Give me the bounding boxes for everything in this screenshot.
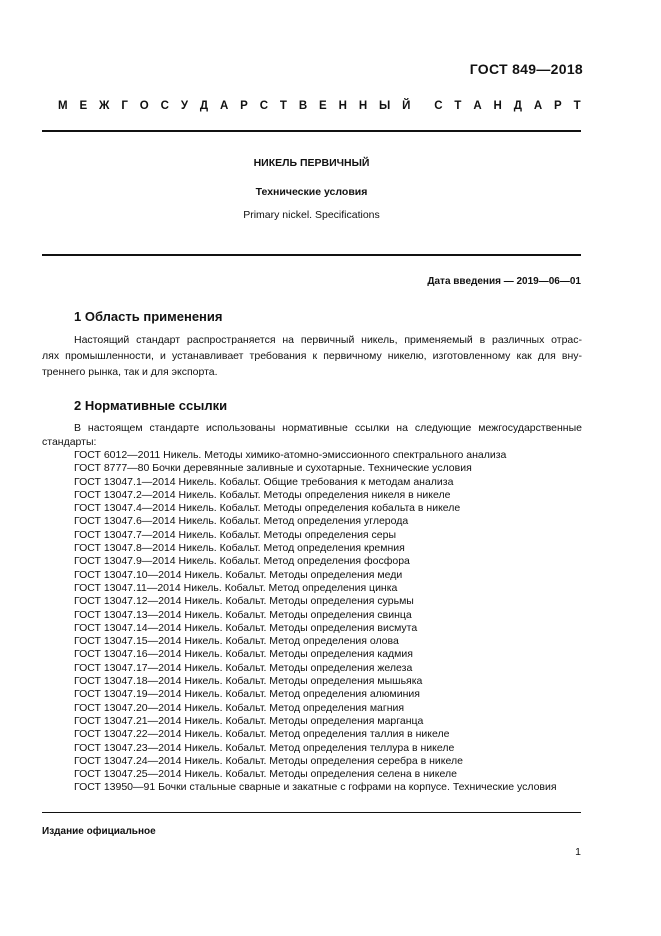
reference-item: ГОСТ 13047.16—2014 Никель. Кобальт. Методы определения кадмия [74, 648, 413, 661]
document-english-title: Primary nickel. Specifications [243, 209, 380, 221]
reference-item: ГОСТ 13047.2—2014 Никель. Кобальт. Методы определения никеля в никеле [74, 488, 451, 501]
banner-letter: Т [279, 100, 287, 112]
banner-letter: Р [554, 100, 562, 112]
reference-item: ГОСТ 13047.15—2014 Никель. Кобальт. Метод определения олова [74, 635, 399, 648]
banner-letter: Н [338, 100, 347, 112]
banner-letter: Н [493, 100, 502, 112]
reference-item: ГОСТ 13047.12—2014 Никель. Кобальт. Методы определения сурьмы [74, 595, 414, 608]
reference-item: ГОСТ 13047.14—2014 Никель. Кобальт. Методы определения висмута [74, 621, 418, 634]
introduction-date: Дата введения — 2019—06—01 [427, 276, 581, 287]
reference-item: ГОСТ 13047.7—2014 Никель. Кобальт. Методы определения серы [74, 528, 397, 541]
banner-letter: С [434, 100, 443, 112]
banner-letter: А [473, 100, 482, 112]
footer-rule [42, 812, 581, 813]
paragraph-line: треннего рынка, так и для экспорта. [42, 366, 218, 378]
reference-item: ГОСТ 13047.13—2014 Никель. Кобальт. Методы определения свинца [74, 608, 412, 621]
title-bottom-rule [42, 254, 581, 256]
banner-letter: С [259, 100, 269, 112]
paragraph-line: В настоящем стандарте использованы нормативные ссылки на следующие межгосударственные [74, 422, 582, 434]
banner-letter: В [298, 100, 308, 112]
reference-item: ГОСТ 13047.10—2014 Никель. Кобальт. Методы определения меди [74, 568, 403, 581]
reference-list [74, 449, 557, 795]
reference-item: ГОСТ 13950—91 Бочки стальные сварные и закатные с гофрами на корпусе. Технические условия [74, 781, 557, 794]
reference-item: ГОСТ 13047.11—2014 Никель. Кобальт. Метод определения цинка [74, 581, 398, 594]
banner-letter: Т [573, 100, 581, 112]
banner-letter: Е [79, 100, 88, 112]
banner-letter: А [533, 100, 543, 112]
banner-letter: Й [402, 100, 411, 112]
reference-item: ГОСТ 13047.18—2014 Никель. Кобальт. Методы определения мышьяка [74, 675, 423, 688]
page-number: 1 [575, 846, 581, 858]
standard-banner [58, 100, 581, 112]
document-subtitle: Технические условия [255, 186, 368, 198]
section-1-heading: 1 Область применения [74, 309, 223, 324]
reference-item: ГОСТ 13047.21—2014 Никель. Кобальт. Методы определения марганца [74, 714, 424, 727]
banner-letter: Д [513, 100, 522, 112]
banner-letter: Д [199, 100, 209, 112]
banner-letter: У [180, 100, 188, 112]
paragraph-line: стандарты: [42, 436, 97, 448]
banner-letter: А [219, 100, 229, 112]
reference-item: ГОСТ 8777—80 Бочки деревянные заливные и сухотарные. Технические условия [74, 462, 472, 475]
reference-item: ГОСТ 13047.20—2014 Никель. Кобальт. Метод определения магния [74, 701, 405, 714]
section-1-paragraph [42, 332, 582, 380]
banner-letter: Н [358, 100, 368, 112]
banner-letter: Ы [379, 100, 391, 112]
reference-item: ГОСТ 13047.1—2014 Никель. Кобальт. Общие требования к методам анализа [74, 475, 454, 488]
reference-item: ГОСТ 13047.9—2014 Никель. Кобальт. Метод определения фосфора [74, 555, 410, 568]
document-title: НИКЕЛЬ ПЕРВИЧНЫЙ [253, 157, 370, 169]
top-rule [42, 130, 581, 132]
banner-letter: С [160, 100, 169, 112]
banner-letter: Т [454, 100, 462, 112]
section-2-heading: 2 Нормативные ссылки [74, 398, 228, 413]
reference-item: ГОСТ 13047.22—2014 Никель. Кобальт. Метод определения таллия в никеле [74, 728, 450, 741]
document-code: ГОСТ 849—2018 [469, 61, 583, 77]
reference-item: ГОСТ 13047.24—2014 Никель. Кобальт. Методы определения серебра в никеле [74, 754, 463, 767]
banner-letter: М [58, 100, 68, 112]
reference-item: ГОСТ 13047.6—2014 Никель. Кобальт. Метод определения углерода [74, 515, 409, 528]
banner-letter: Р [240, 100, 248, 112]
reference-item: ГОСТ 13047.25—2014 Никель. Кобальт. Методы определения селена в никеле [74, 768, 457, 781]
reference-item: ГОСТ 13047.23—2014 Никель. Кобальт. Метод определения теллура в никеле [74, 741, 455, 754]
paragraph-line: лях промышленности, и устанавливает требования к первичному никелю, изготовленному как для вну- [42, 350, 582, 362]
paragraph-line: Настоящий стандарт распространяется на первичный никель, применяемый в различных отрас- [74, 334, 582, 346]
reference-item: ГОСТ 6012—2011 Никель. Методы химико-атомно-эмиссионного спектрального анализа [74, 449, 507, 461]
reference-item: ГОСТ 13047.17—2014 Никель. Кобальт. Методы определения железа [74, 661, 413, 674]
banner-letter: Е [319, 100, 327, 112]
reference-item: ГОСТ 13047.19—2014 Никель. Кобальт. Метод определения алюминия [74, 688, 420, 701]
section-2-intro [42, 421, 582, 449]
reference-item: ГОСТ 13047.8—2014 Никель. Кобальт. Метод определения кремния [74, 542, 405, 555]
banner-letter: О [139, 100, 149, 112]
banner-letter: Ж [99, 100, 110, 112]
banner-letter: Г [121, 100, 128, 112]
edition-label: Издание официальное [42, 826, 156, 837]
reference-item: ГОСТ 13047.4—2014 Никель. Кобальт. Методы определения кобальта в никеле [74, 502, 461, 515]
